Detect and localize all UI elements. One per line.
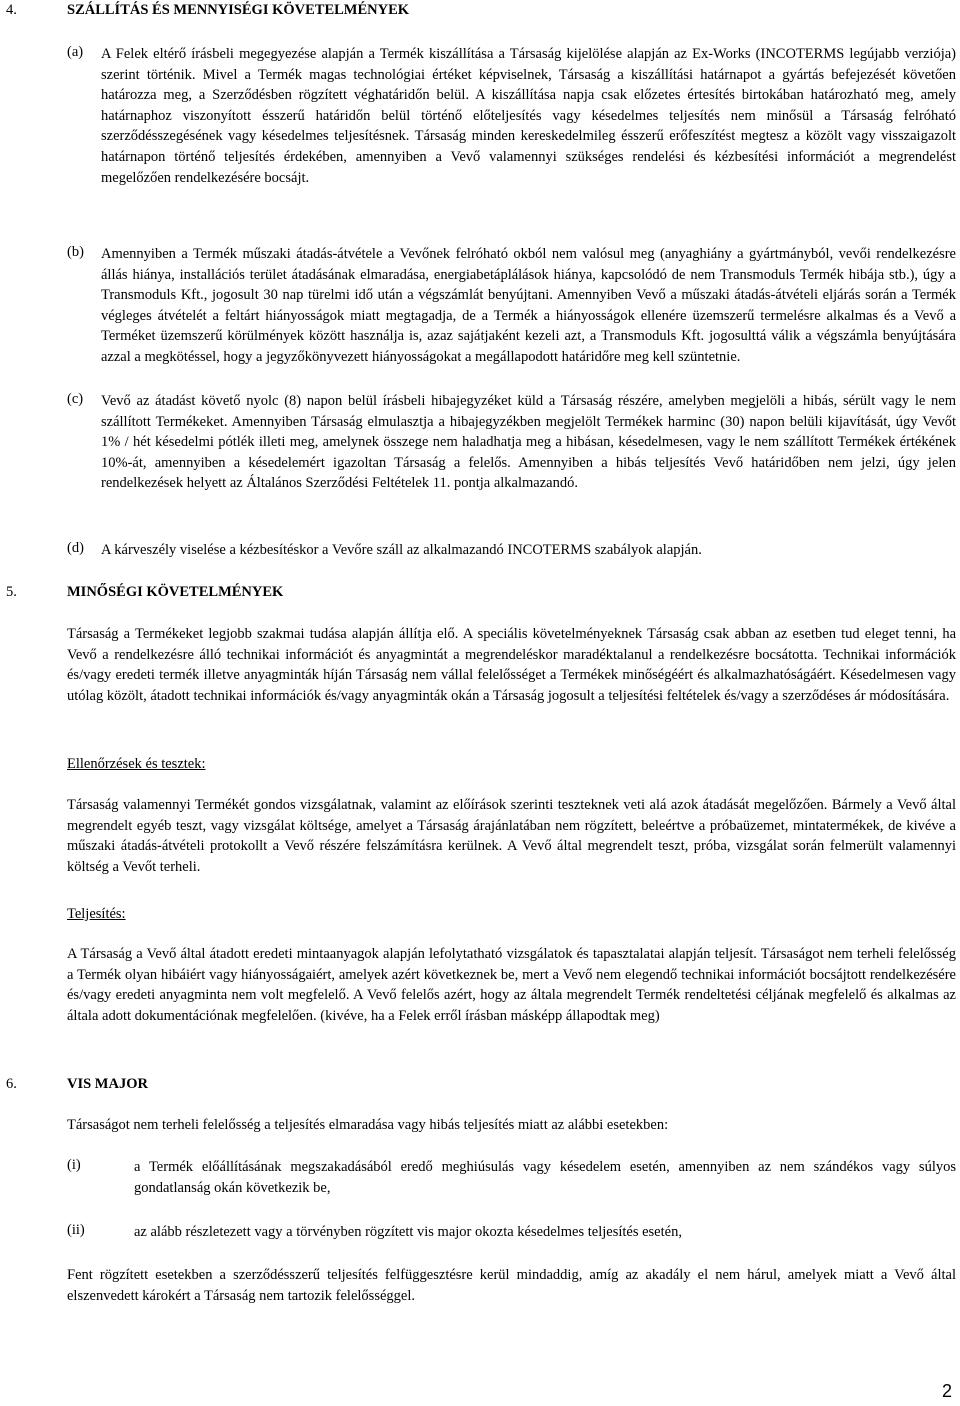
clause-4c	[67, 391, 956, 494]
clause-text: A kárveszély viselése a kézbesítéskor a Vevőre száll az alkalmazandó INCOTERMS szabályok alapján.	[101, 542, 702, 558]
subheading-inspections: Ellenőrzések és tesztek:	[67, 756, 206, 772]
clause-label: (b)	[67, 244, 84, 260]
clause-4d	[67, 540, 956, 561]
clause-4a	[67, 44, 956, 188]
vis-major-item-i	[67, 1157, 956, 1198]
item-text: az alább részletezett vagy a törvényben rögzített vis major okozta késedelmes teljesítés esetén,	[134, 1224, 682, 1240]
item-label: (ii)	[67, 1222, 85, 1238]
quality-intro: Társaság a Termékeket legjobb szakmai tudása alapján állítja elő. A speciális követelményeknek Társaság csak abban az esetben tud eleget tenni, ha Vevő a rendelkezésre álló technikai információt és anyagmintát a megrendeléskor maradéktalanul a rendelkezésre bocsátotta. Technikai információk és/vagy eredeti termék illetve anyagminták híján Társaság nem vállal felelősséget a Termékek minőségéért és alkalmazhatóságáért. Késedelmesen vagy utólag közölt, átadott technikai információk és/vagy anyagminták okán a Társaság jogosult a teljesítési feltételek és/vagy a szerződéses ár módosítására.	[67, 626, 956, 704]
section-title: VIS MAJOR	[67, 1076, 148, 1092]
item-text: a Termék előállításának megszakadásából eredő meghiúsulás vagy késedelem esetén, amennyiben az nem szándékos vagy súlyos gondatlanság okán következik be,	[134, 1159, 956, 1196]
page-number: 2	[941, 1381, 952, 1401]
section-number: 4.	[6, 2, 17, 18]
clause-label: (c)	[67, 391, 84, 407]
performance-text: A Társaság a Vevő által átadott eredeti mintaanyagok alapján lefolytatható vizsgálatok és tapasztalatai alapján teljesít. Társaságot nem terheli felelősség a Termék olyan hibáiért vagy hiányosságaiért, amelyek azért következnek be, mert a Vevő nem elegendő technikai információt bocsájtott rendelkezésére és/vagy eredeti anyagminta nem volt megfelelő. A Vevő felelős azért, hogy az általa megrendelt Termék rendeltetési céljának megfelelő és alkalmas az általa adott dokumentációnak megfelelően. (kivéve, ha a Felek erről írásban másképp állapodtak meg)	[67, 946, 956, 1024]
vis-major-closing: Fent rögzített esetekben a szerződésszerű teljesítés felfüggesztésre kerül mindaddig, amíg az akadály el nem hárul, amelyek miatt a Vevő által elszenvedett károkért a Társaság nem tartozik felelősséggel.	[67, 1267, 956, 1304]
section-6-heading	[6, 1076, 148, 1093]
clause-text: Amennyiben a Termék műszaki átadás-átvétele a Vevőnek felróható okból nem valósul meg (anyaghiány a gyártmányból, vevői rendelkezésre állás hiánya, installációs terület átadásának elmaradása, energiabetáplálások hiánya, kapcsolódó de nem Transmoduls Termék hibája stb.), úgy a Transmoduls Kft., jogosult 30 nap türelmi idő után a végszámlát benyújtani. Amennyiben Vevő a műszaki átadás-átvételi eljárás során a Termék végleges átvételét a feltárt hiányosságok miatt megtagadja, de a Termék a hiányosságok ellenére üzemszerű termelésre alkalmas és a Vevő a Terméket üzemszerű körülmények között használja is, azaz sajátjaként kezeli azt, a Transmoduls Kft. jogosulttá válik a végszámla benyújtására azzal a megkötéssel, hogy a jegyzőkönyvezett hiányosságokat a megállapodott határidőre meg kell szüntetnie.	[101, 246, 956, 365]
item-label: (i)	[67, 1157, 81, 1173]
subheading-performance: Teljesítés:	[67, 906, 126, 922]
section-title: MINŐSÉGI KÖVETELMÉNYEK	[67, 584, 284, 600]
clause-label: (d)	[67, 540, 84, 556]
clause-label: (a)	[67, 44, 84, 60]
section-4-heading	[6, 2, 409, 19]
vis-major-intro: Társaságot nem terheli felelősség a teljesítés elmaradása vagy hibás teljesítés miatt az alábbi esetekben:	[67, 1117, 669, 1133]
section-5-heading	[6, 584, 283, 601]
inspections-text: Társaság valamennyi Termékét gondos vizsgálatnak, valamint az előírások szerinti teszteknek veti alá azok átadását megelőzően. Bármely a Vevő által megrendelt egyéb teszt, vagy vizsgálat költsége, amelyet a Társaság árajánlatában nem rögzített, beleértve a próbaüzemet, mintatermékek, de kivéve a műszaki átadás-átvételi protokollt a Vevő részére felszámításra kerülnek. A Vevő által megrendelt teszt, próba, vizsgálat során felmerült valamennyi költség a Vevőt terheli.	[67, 797, 956, 875]
section-number: 5.	[6, 584, 17, 600]
section-title: SZÁLLÍTÁS ÉS MENNYISÉGI KÖVETELMÉNYEK	[67, 2, 410, 18]
clause-4b	[67, 244, 956, 368]
section-number: 6.	[6, 1076, 17, 1092]
vis-major-item-ii	[67, 1222, 956, 1243]
clause-text: A Felek eltérő írásbeli megegyezése alapján a Termék kiszállítása a Társaság kijelölése alapján az Ex-Works (INCOTERMS legújabb verziója) szerint történik. Mivel a Termék magas technológiai értéket képviselnek, Társaság a kiszállítási határnapot a gyártás befejezését követően határozza meg, a Szerződésben rögzített véghatáridőn belül. A kiszállítása napja csak előzetes értesítés birtokában határozható meg, amely határnaphoz viszonyított ésszerű határidőn belül történő előteljesítés vagy késedelmes teljesítés nem minősül a Társaság felróható szerződésszegésének vagy késedelmes teljesítésnek. Társaság minden kereskedelmileg ésszerű erőfeszítést megtesz a közölt vagy visszaigazolt határnapon történő teljesítés érdekében, amennyiben a Vevő valamennyi szükséges rendelési és kézbesítési információt a megrendelést megelőzően rendelkezésére bocsájt.	[101, 46, 956, 186]
clause-text: Vevő az átadást követő nyolc (8) napon belül írásbeli hibajegyzéket küld a Társaság részére, amelyben megjelöli a hibás, sérült vagy le nem szállított Termékeket. Amennyiben Társaság elmulasztja a hibajegyzékben megjelölt Termékek harminc (30) napon belüli kijavítását, úgy Vevőt 1% / hét késedelmi pótlék illeti meg, amelynek összege nem haladhatja meg a hibásan, késedelmesen, vagy le nem szállított Termékek értékének 10%-át, amennyiben a késedelemért igazoltan Társaság a felelős. Amennyiben a hibás teljesítés Vevő határidőben nem jelzi, úgy jelen rendelkezések helyett az Általános Szerződési Feltételek 11. pontja alkalmazandó.	[101, 393, 956, 492]
